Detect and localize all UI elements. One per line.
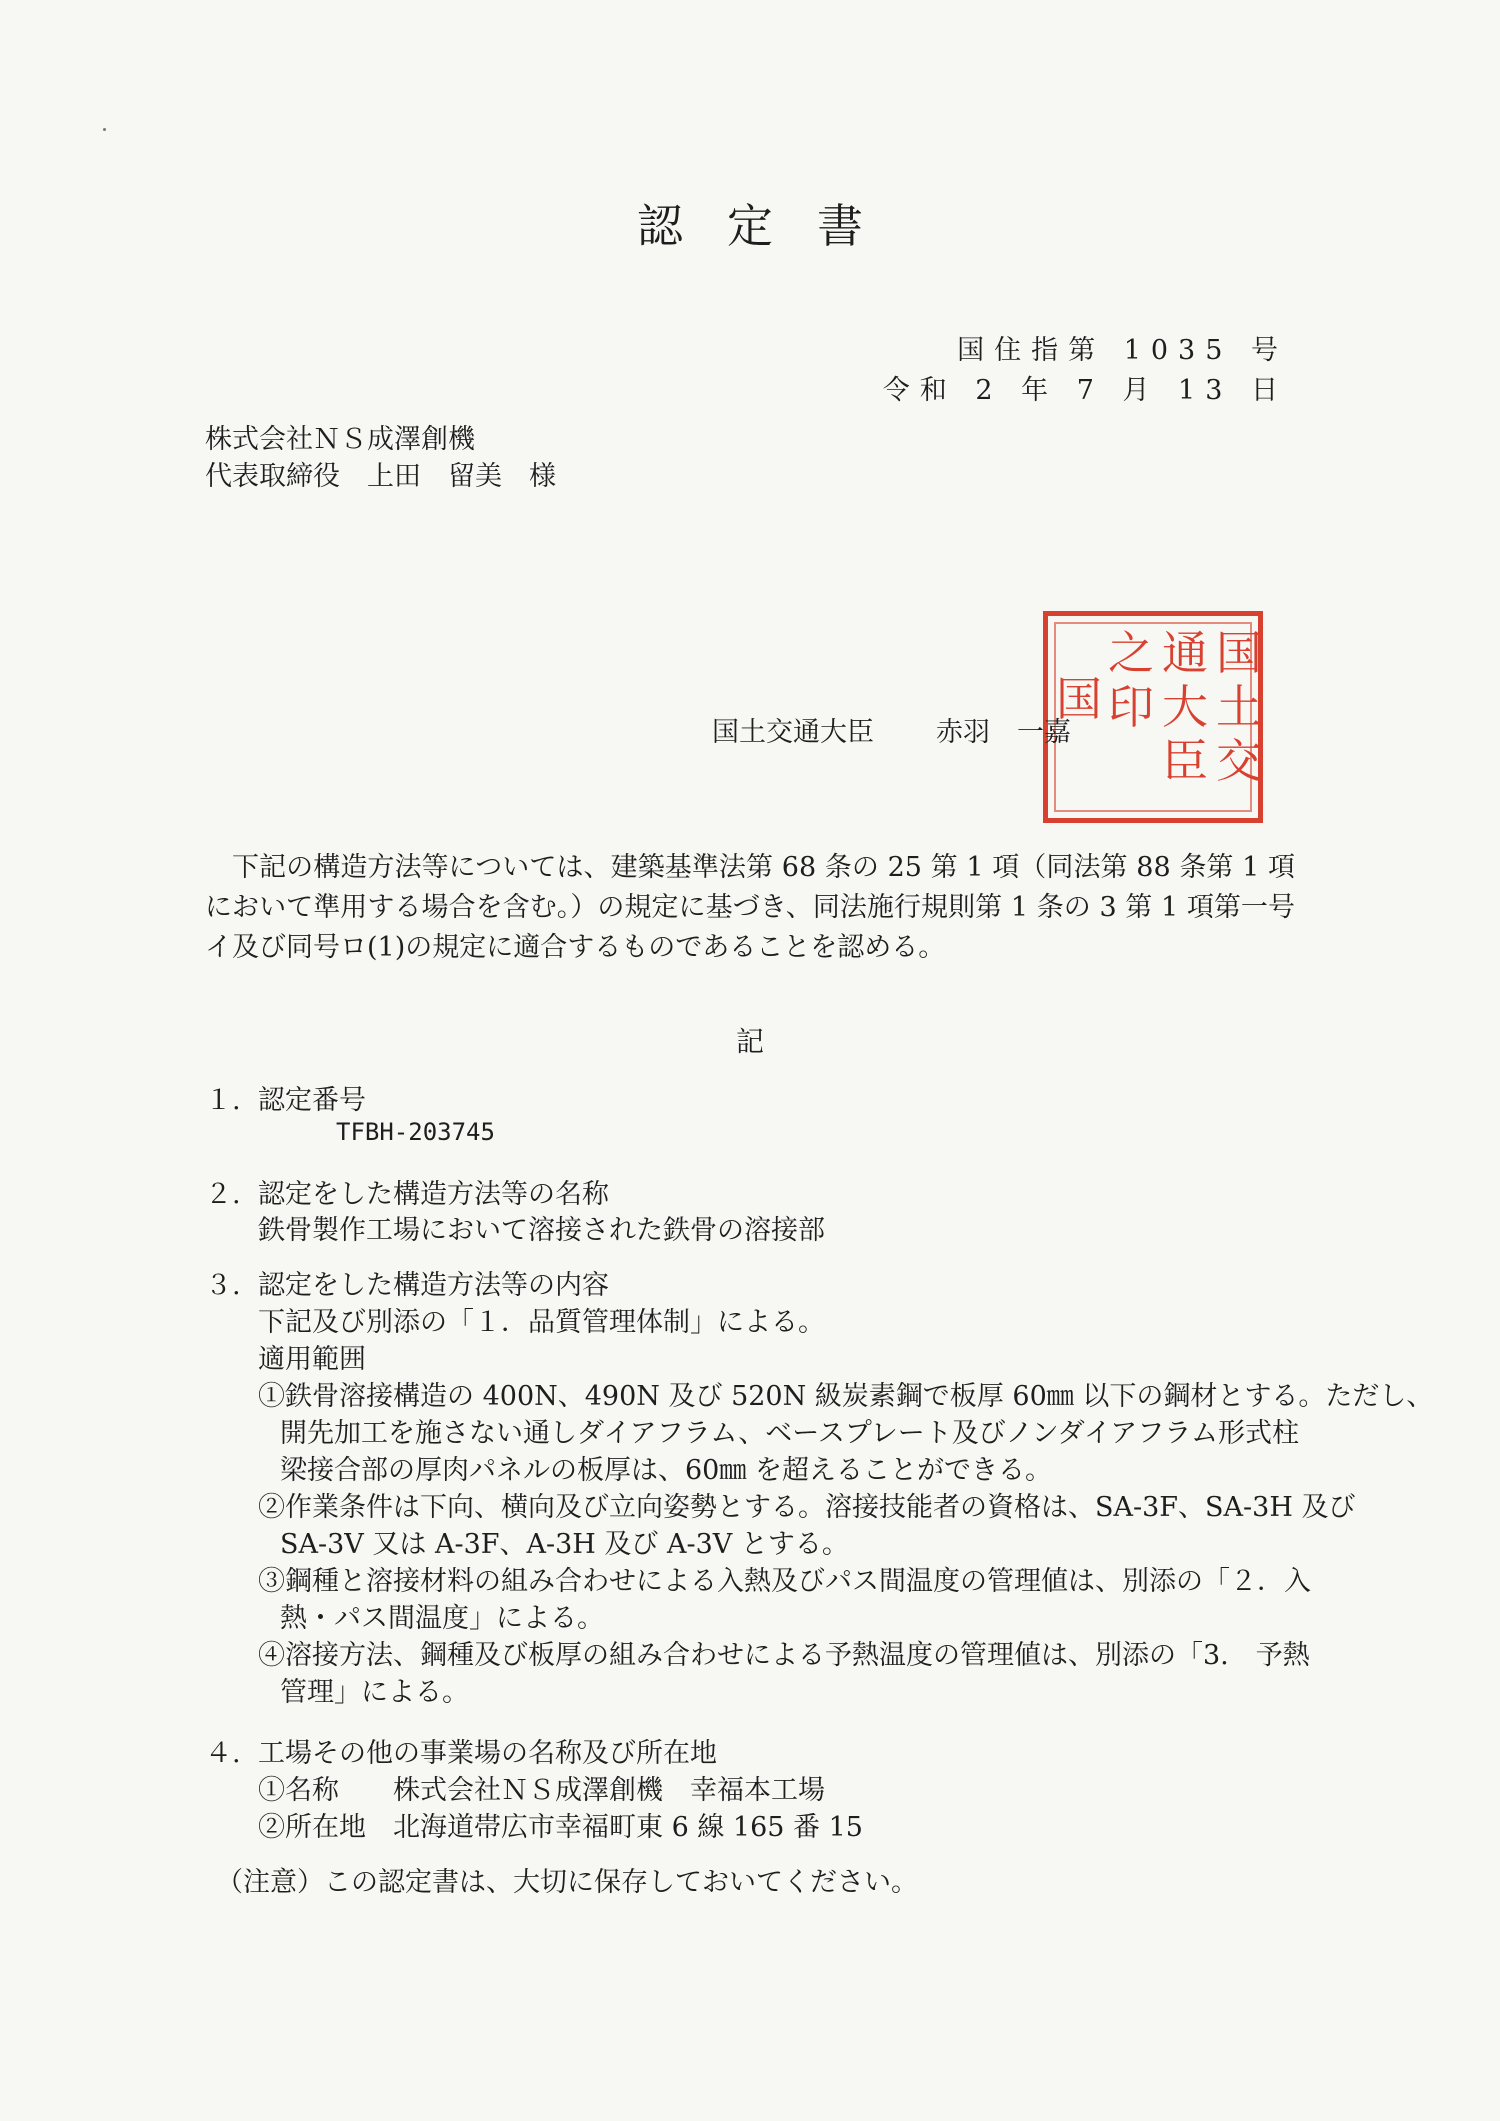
item-1-number: １.: [205, 1085, 241, 1116]
item-3-line: 適用範囲: [258, 1344, 366, 1375]
item-3-line: ④溶接方法、鋼種及び板厚の組み合わせによる予熱温度の管理値は、別添の「3. 予熱: [258, 1640, 1310, 1671]
issuer-name: 赤羽 一嘉: [936, 717, 1071, 748]
item-3-line: 管理」による。: [280, 1677, 469, 1708]
note: （注意）この認定書は、大切に保存しておいてください。: [216, 1867, 918, 1898]
item-2-line: 鉄骨製作工場において溶接された鉄骨の溶接部: [258, 1215, 825, 1246]
document-date: 令和 2 年 7 月 13 日: [882, 375, 1288, 406]
item-3-title: 認定をした構造方法等の内容: [258, 1270, 609, 1301]
item-3-line: ③鋼種と溶接材料の組み合わせによる入熱及びパス間温度の管理値は、別添の「２．入: [258, 1566, 1311, 1597]
item-3-line: 開先加工を施さない通しダイアフラム、ベースプレート及びノンダイアフラム形式柱: [280, 1418, 1299, 1449]
body-paragraph: 下記の構造方法等については、建築基準法第 68 条の 25 第 1 項（同法第 88 条第 1 項において準用する場合を含む。）の規定に基づき、同法施行規則第 1 条の 3 第 1 項第一号イ及び同号ロ(1)の規定に適合するものであることを認める。: [205, 852, 1295, 963]
recipient-person: 代表取締役 上田 留美 様: [205, 461, 556, 492]
item-3-line: 下記及び別添の「１．品質管理体制」による。: [258, 1307, 825, 1338]
item-3-line: SA-3V 又は A-3F、A-3H 及び A-3V とする。: [280, 1529, 849, 1560]
item-4-title: 工場その他の事業場の名称及び所在地: [258, 1738, 717, 1769]
item-2-title: 認定をした構造方法等の名称: [258, 1179, 609, 1210]
item-2-number: ２.: [205, 1179, 241, 1210]
issuer: [712, 710, 1071, 749]
recipient-company: 株式会社ＮＳ成澤創機: [205, 424, 475, 455]
item-4-number: ４.: [205, 1738, 241, 1769]
issuer-title: 国土交通大臣: [712, 717, 874, 748]
item-4-line: ②所在地 北海道帯広市幸福町東 6 線 165 番 15: [258, 1812, 863, 1843]
document-number: 国住指第 1035 号: [957, 335, 1288, 366]
item-3-number: ３.: [205, 1270, 241, 1301]
item-4-line: ①名称 株式会社ＮＳ成澤創機 幸福本工場: [258, 1775, 825, 1806]
item-3-line: ①鉄骨溶接構造の 400N、490N 及び 520N 級炭素鋼で板厚 60㎜ 以下の鋼材とする。ただし、: [258, 1381, 1434, 1412]
item-1-title: 認定番号: [258, 1085, 366, 1116]
item-3-line: 熱・パス間温度」による。: [280, 1603, 604, 1634]
ki-heading: 記: [735, 1025, 764, 1058]
official-seal: 国 土 交 通 大 臣 之 印 国: [1043, 611, 1263, 823]
certification-number: TFBH-203745: [336, 1118, 495, 1146]
item-3-line: 梁接合部の厚肉パネルの板厚は、60㎜ を超えることができる。: [280, 1455, 1052, 1486]
document-title: 認定書: [637, 199, 907, 253]
item-3-line: ②作業条件は下向、横向及び立向姿勢とする。溶接技能者の資格は、SA-3F、SA-3H 及び: [258, 1492, 1356, 1523]
